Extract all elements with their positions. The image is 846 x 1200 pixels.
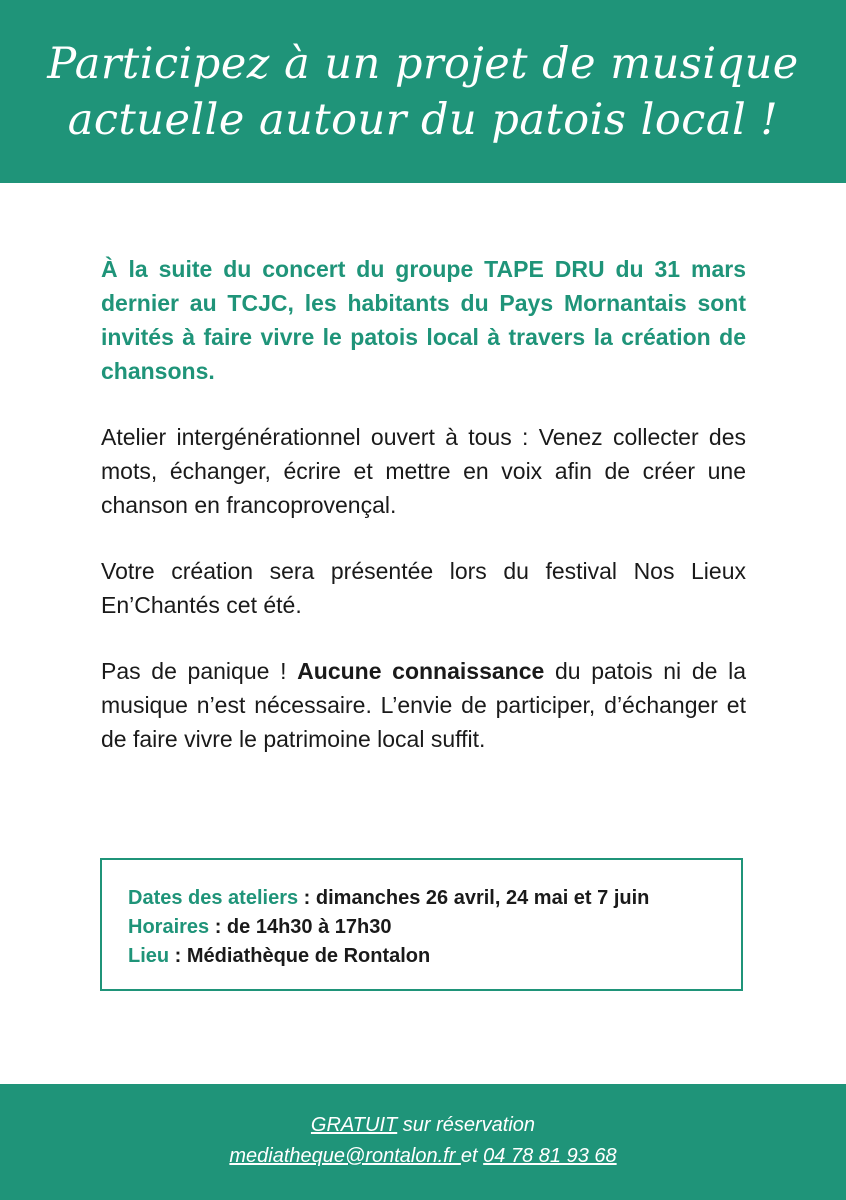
atelier-paragraph: Atelier intergénérationnel ouvert à tous : Venez collecter des mots, échanger, écrire et mettre en voix afin de créer une chanson en francoprovençal. xyxy=(101,424,746,518)
footer-line-1 xyxy=(0,1110,846,1141)
horaires-value: : de 14h30 à 17h30 xyxy=(209,916,392,938)
dates-value: : dimanches 26 avril, 24 mai et 7 juin xyxy=(298,887,650,909)
dates-row xyxy=(128,884,741,913)
footer-banner xyxy=(0,1084,846,1200)
header-banner xyxy=(0,0,846,183)
et-text: et xyxy=(460,1145,484,1167)
reservation-text: sur réservation xyxy=(397,1114,536,1136)
horaires-label: Horaires xyxy=(128,916,210,938)
phone-link[interactable]: 04 78 81 93 68 xyxy=(483,1145,617,1167)
lieu-value: : Médiathèque de Rontalon xyxy=(169,945,431,967)
lieu-label: Lieu xyxy=(128,945,170,967)
gratuit-link[interactable]: GRATUIT xyxy=(310,1114,398,1136)
panique-paragraph xyxy=(101,654,746,756)
dates-label: Dates des ateliers xyxy=(128,887,299,909)
horaires-row xyxy=(128,913,741,942)
creation-paragraph: Votre création sera présentée lors du festival Nos Lieux En’Chantés cet été. xyxy=(101,558,746,618)
main-content xyxy=(101,252,746,788)
title-line-2: actuelle autour du patois local ! xyxy=(67,94,779,145)
info-box xyxy=(100,858,743,991)
intro-paragraph: À la suite du concert du groupe TAPE DRU du 31 mars dernier au TCJC, les habitants du Pays Mornantais sont invités à faire vivre le patois local à travers la création de chansons. xyxy=(101,256,746,384)
lieu-row xyxy=(128,942,741,971)
footer-line-2 xyxy=(0,1141,846,1172)
panique-text-after: du patois ni de la musique n’est nécessaire. L’envie de participer, d’échanger et de faire vivre le patrimoine local suffit. xyxy=(101,658,746,752)
email-link[interactable]: mediatheque@rontalon.fr xyxy=(229,1145,461,1167)
panique-bold-text: Aucune connaissance xyxy=(297,658,545,684)
panique-text-before: Pas de panique ! xyxy=(101,658,298,684)
title-line-1: Participez à un projet de musique xyxy=(47,38,799,89)
